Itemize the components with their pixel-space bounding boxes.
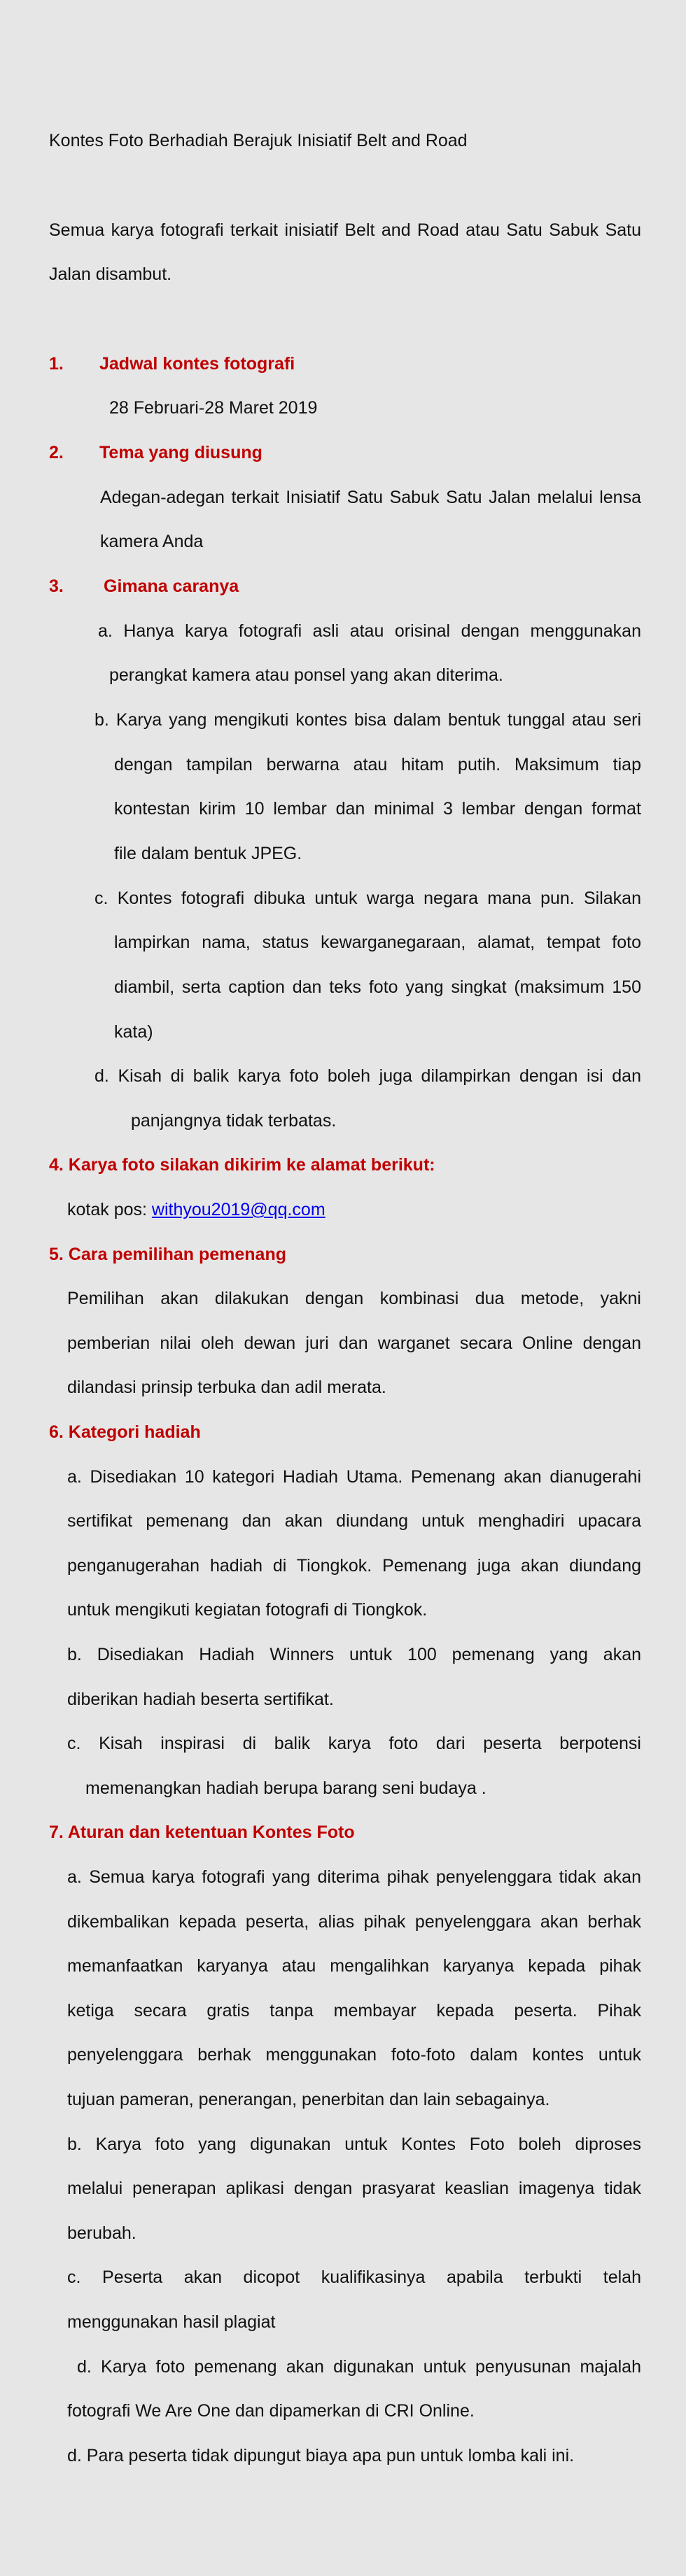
section-6-item-c-1: c. Kisah inspirasi di balik karya foto dari peserta berpotensi [67, 1734, 641, 1753]
section-7-item-a-6: tujuan pameran, penerangan, penerbitan dan lain sebagainya. [67, 2090, 550, 2109]
section-7-item-c-2: menggunakan hasil plagiat [67, 2312, 276, 2332]
section-3-item-b-4: file dalam bentuk JPEG. [114, 844, 302, 863]
section-7-heading: 7. Aturan dan ketentuan Kontes Foto [49, 1823, 355, 1842]
section-3-item-c-1: c. Kontes fotografi dibuka untuk warga negara mana pun. Silakan [94, 889, 641, 908]
section-7-item-e-1: d. Para peserta tidak dipungut biaya apa pun untuk lomba kali ini. [67, 2446, 575, 2465]
section-7-item-d-1: d. Karya foto pemenang akan digunakan untuk penyusunan majalah [77, 2357, 641, 2377]
section-6-heading: 6. Kategori hadiah [49, 1422, 201, 1442]
section-3-item-d-2: panjangnya tidak terbatas. [131, 1111, 337, 1131]
section-6-item-b-2: diberikan hadiah beserta sertifikat. [67, 1690, 334, 1709]
section-2-body-1: Adegan-adegan terkait Inisiatif Satu Sabuk Satu Jalan melalui lensa [100, 488, 641, 507]
section-1-number: 1. [49, 354, 64, 374]
section-1-body: 28 Februari-28 Maret 2019 [109, 398, 318, 418]
section-5-body-3: dilandasi prinsip terbuka dan adil merata. [67, 1378, 386, 1397]
section-6-item-a-3: penganugerahan hadiah di Tiongkok. Pemenang juga akan diundang [67, 1556, 641, 1576]
document-title: Kontes Foto Berhadiah Berajuk Inisiatif Belt and Road [49, 131, 468, 150]
section-3-heading [49, 574, 641, 598]
section-6-item-a-4: untuk mengikuti kegiatan fotografi di Tiongkok. [67, 1600, 428, 1620]
section-3-item-b-2: dengan tampilan berwarna atau hitam putih. Maksimum tiap [114, 755, 641, 774]
section-1-heading [49, 352, 641, 376]
section-7-item-a-1: a. Semua karya fotografi yang diterima pihak penyelenggara tidak akan [67, 1867, 641, 1887]
section-1-title: Jadwal kontes fotografi [99, 354, 295, 374]
section-3-item-a-1: a. Hanya karya fotografi asli atau orisinal dengan menggunakan [98, 621, 641, 641]
section-6-item-b-1: b. Disediakan Hadiah Winners untuk 100 pemenang yang akan [67, 1645, 641, 1664]
section-7-item-d-2: fotografi We Are One dan dipamerkan di CRI Online. [67, 2401, 475, 2421]
section-3-item-c-2: lampirkan nama, status kewarganegaraan, alamat, tempat foto [114, 933, 641, 952]
section-5-body-1: Pemilihan akan dilakukan dengan kombinasi dua metode, yakni [67, 1289, 641, 1308]
section-4-heading: 4. Karya foto silakan dikirim ke alamat berikut: [49, 1155, 435, 1175]
section-3-item-a-2: perangkat kamera atau ponsel yang akan diterima. [109, 665, 503, 685]
section-3-item-b-1: b. Karya yang mengikuti kontes bisa dalam bentuk tunggal atau seri [94, 710, 641, 730]
intro-line-1: Semua karya fotografi terkait inisiatif Belt and Road atau Satu Sabuk Satu [49, 220, 641, 240]
section-2-heading [49, 441, 641, 465]
section-4-contact [67, 1198, 641, 1222]
section-7-item-b-2: melalui penerapan aplikasi dengan prasyarat keaslian imagenya tidak [67, 2179, 641, 2198]
section-3-item-c-4: kata) [114, 1022, 153, 1042]
section-7-item-b-1: b. Karya foto yang digunakan untuk Kontes Foto boleh diproses [67, 2135, 641, 2154]
mailbox-label: kotak pos: [67, 1200, 152, 1219]
section-6-item-c-2: memenangkan hadiah berupa barang seni budaya . [85, 1778, 486, 1798]
section-6-item-a-1: a. Disediakan 10 kategori Hadiah Utama. Pemenang akan dianugerahi [67, 1467, 641, 1487]
section-3-item-d-1: d. Kisah di balik karya foto boleh juga dilampirkan dengan isi dan [94, 1066, 641, 1086]
section-7-item-b-3: berubah. [67, 2223, 136, 2243]
section-2-body-2: kamera Anda [100, 532, 204, 551]
section-3-title: Gimana caranya [104, 576, 239, 596]
section-3-item-c-3: diambil, serta caption dan teks foto yang singkat (maksimum 150 [114, 977, 641, 997]
section-2-number: 2. [49, 443, 64, 462]
section-5-heading: 5. Cara pemilihan pemenang [49, 1245, 286, 1264]
section-7-item-a-4: ketiga secara gratis tanpa membayar kepada peserta. Pihak [67, 2001, 641, 2021]
section-7-item-a-3: memanfaatkan karyanya atau mengalihkan karyanya kepada pihak [67, 1956, 641, 1976]
section-2-title: Tema yang diusung [99, 443, 262, 462]
section-7-item-a-5: penyelenggara berhak menggunakan foto-foto dalam kontes untuk [67, 2045, 641, 2065]
section-5-body-2: pemberian nilai oleh dewan juri dan warganet secara Online dengan [67, 1333, 641, 1353]
section-3-item-b-3: kontestan kirim 10 lembar dan minimal 3 lembar dengan format [114, 799, 641, 819]
section-7-item-c-1: c. Peserta akan dicopot kualifikasinya apabila terbukti telah [67, 2267, 641, 2287]
intro-line-2: Jalan disambut. [49, 264, 172, 284]
email-link[interactable]: withyou2019@qq.com [151, 1200, 326, 1219]
section-3-number: 3. [49, 576, 64, 596]
section-6-item-a-2: sertifikat pemenang dan akan diundang untuk menghadiri upacara [67, 1511, 641, 1531]
section-7-item-a-2: dikembalikan kepada peserta, alias pihak penyelenggara akan berhak [67, 1912, 641, 1932]
